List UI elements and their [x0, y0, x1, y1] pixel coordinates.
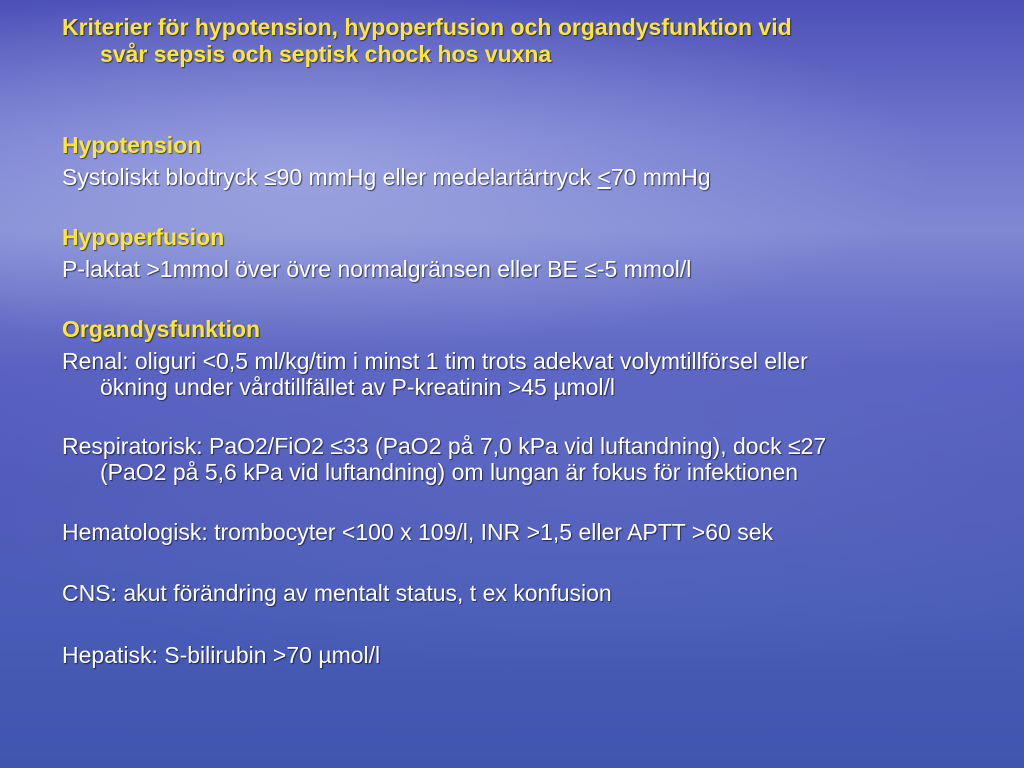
hypoperfusion-criteria: P-laktat >1mmol över övre normalgränsen eller BE ≤-5 mmol/l [62, 256, 692, 282]
slide-title-line-2: svår sepsis och septisk chock hos vuxna [100, 41, 552, 67]
hypotension-text-b: 70 mmHg [610, 164, 711, 190]
respiratory-criteria [62, 433, 982, 485]
hematologic-criteria: Hematologisk: trombocyter <100 x 109/l, INR >1,5 eller APTT >60 sek [62, 519, 774, 545]
hepatic-criteria: Hepatisk: S-bilirubin >70 µmol/l [62, 642, 381, 668]
slide-title [62, 14, 962, 68]
cns-criteria: CNS: akut förändring av mentalt status, t ex konfusion [62, 580, 612, 606]
hypotension-text-a: Systoliskt blodtryck ≤90 mmHg eller medelartärtryck [62, 164, 598, 190]
heading-hypoperfusion: Hypoperfusion [62, 224, 225, 250]
hypotension-criteria [62, 164, 982, 190]
renal-line-2: ökning under vårdtillfället av P-kreatinin >45 µmol/l [100, 374, 616, 400]
heading-organdysfunktion: Organdysfunktion [62, 316, 261, 342]
renal-line-1: Renal: oliguri <0,5 ml/kg/tim i minst 1 tim trots adekvat volymtillförsel eller [62, 348, 808, 374]
hypotension-less-than-or-equal: < [597, 164, 611, 190]
renal-criteria [62, 348, 982, 400]
heading-hypotension: Hypotension [62, 132, 202, 158]
respiratory-line-1: Respiratorisk: PaO2/FiO2 ≤33 (PaO2 på 7,0 kPa vid luftandning), dock ≤27 [62, 433, 827, 459]
respiratory-line-2: (PaO2 på 5,6 kPa vid luftandning) om lungan är fokus för infektionen [100, 459, 799, 485]
slide-title-line-1: Kriterier för hypotension, hypoperfusion och organdysfunktion vid [62, 14, 792, 40]
